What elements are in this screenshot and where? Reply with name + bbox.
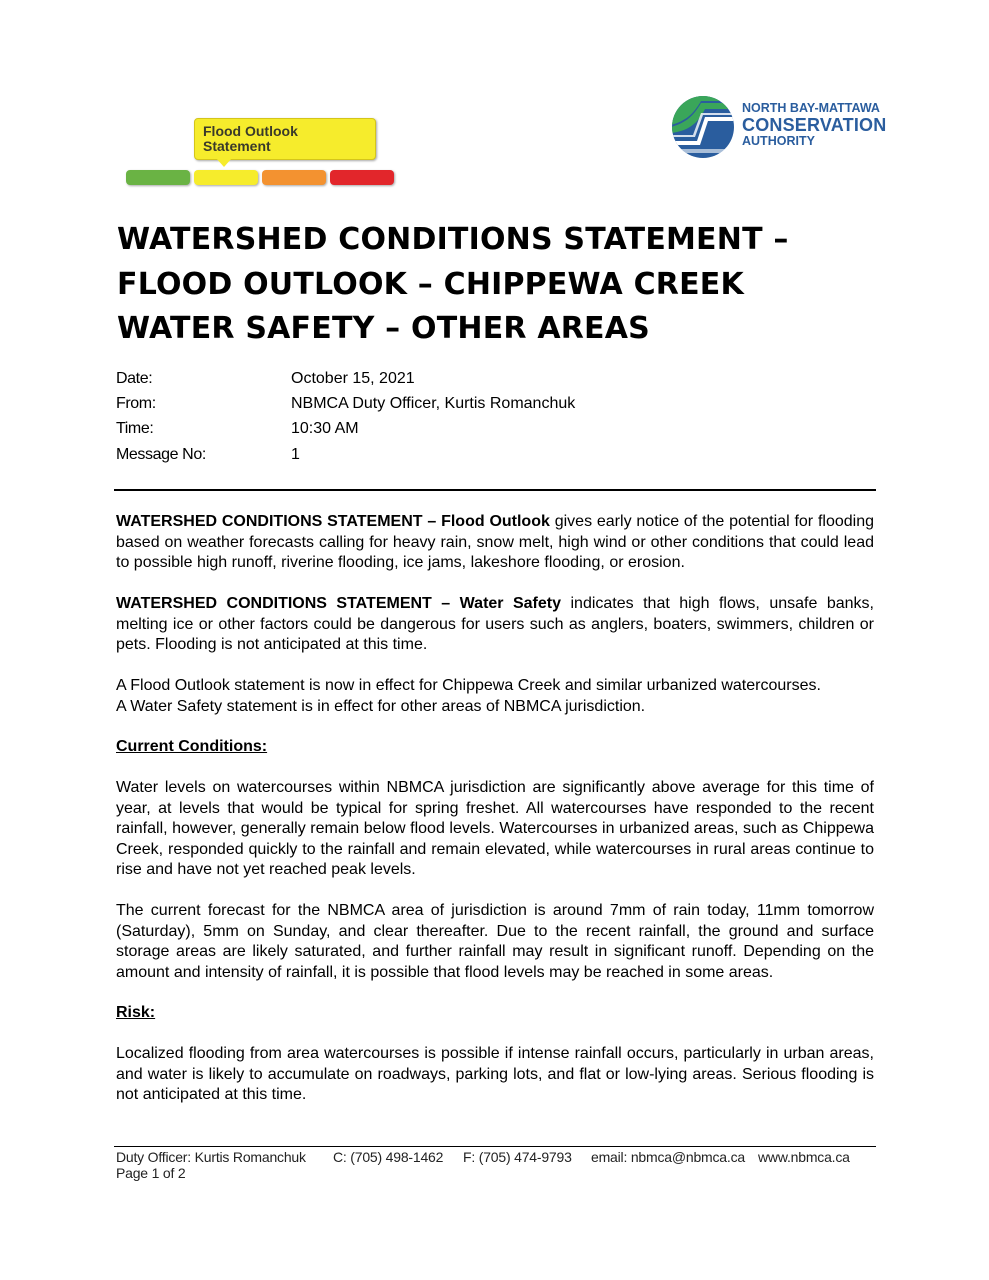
footer-fax: F: (705) 474-9793 [463, 1149, 572, 1165]
flood-outlook-definition [116, 512, 874, 574]
message-number-label: Message No: [116, 446, 206, 463]
scale-green-segment [126, 170, 190, 185]
scale-yellow-segment [194, 170, 258, 185]
footer-phone: C: (705) 498-1462 [333, 1149, 444, 1165]
forecast-text: The current forecast for the NBMCA area of jurisdiction is around 7mm of rain today, 11mm tomorrow (Saturday), 5mm on Sunday, and clear thereafter. Due to the recent rainfall, the ground and surface storage areas are likely saturated, and further rainfall may result in significant runoff. Depending on the amount and intensity of rainfall, it is possible that flood levels may be reached in some areas. [116, 902, 874, 981]
water-safety-term: WATERSHED CONDITIONS STATEMENT – Water Safety [116, 595, 562, 612]
badge-label-line2: Statement [203, 138, 271, 154]
footer-page-number: Page 1 of 2 [116, 1165, 186, 1181]
scale-red-segment [330, 170, 394, 185]
logo-text-line1: NORTH BAY-MATTAWA [742, 101, 880, 115]
current-conditions-text: Water levels on watercourses within NBMCA jurisdiction are significantly above average for this time of year, at levels that would be typical for spring freshet. All watercourses have responded to the recent rainfall, however, generally remain below flood levels. Watercourses in urbanized areas, such as Chippewa Creek, responded quickly to the rainfall and remain elevated, while watercourses in rural areas continue to rise and have not yet reached peak levels. [116, 779, 874, 878]
title-line3: WATER SAFETY – OTHER AREAS [117, 311, 650, 346]
footer-duty-officer: Duty Officer: Kurtis Romanchuk [116, 1149, 306, 1165]
badge-label-line1: Flood Outlook [203, 123, 298, 139]
title-line2: FLOOD OUTLOOK – CHIPPEWA CREEK [117, 266, 744, 302]
flood-outlook-term: WATERSHED CONDITIONS STATEMENT – Flood Outlook [116, 513, 550, 530]
date-label: Date: [116, 370, 153, 387]
time-value: 10:30 AM [291, 420, 359, 437]
risk-text: Localized flooding from area watercourses is possible if intense rainfall occurs, particularly in urban areas, and water is likely to accumulate on roadways, parking lots, and flat or low-lying areas. Serious flooding is not anticipated at this time. [116, 1045, 874, 1103]
footer-email: email: nbmca@nbmca.ca [591, 1149, 745, 1165]
nbmca-logo [671, 94, 901, 160]
from-label: From: [116, 395, 156, 412]
footer-divider [114, 1146, 876, 1147]
nbmca-logo-icon [671, 95, 735, 159]
message-number-value: 1 [291, 446, 300, 463]
logo-text-line3: AUTHORITY [742, 134, 815, 148]
scale-orange-segment [262, 170, 326, 185]
flood-outlook-badge [124, 118, 399, 188]
time-label: Time: [116, 420, 154, 437]
water-safety-description: indicates that high flows, unsafe banks, melting ice or other factors could be dangerous for users such as anglers, boaters, swimmers, children or pets. Flooding is not anticipated at this time. [116, 595, 874, 653]
statement-line1: A Flood Outlook statement is now in effect for Chippewa Creek and similar urbanized watercourses. [116, 677, 821, 694]
water-safety-definition [116, 594, 874, 656]
header-divider [114, 489, 876, 491]
page-title [117, 218, 897, 352]
statement-in-effect [116, 676, 874, 717]
statement-line2: A Water Safety statement is in effect for other areas of NBMCA jurisdiction. [116, 697, 646, 715]
flood-outlook-bubble [194, 118, 376, 160]
flood-outlook-description: gives early notice of the potential for flooding based on weather forecasts calling for heavy rain, snow melt, high wind or other conditions that could lead to possible high runoff, riverine flooding, ice jams, lakeshore flooding, or erosion. [116, 513, 875, 571]
date-value: October 15, 2021 [291, 370, 415, 387]
title-line1: WATERSHED CONDITIONS STATEMENT – [117, 222, 789, 257]
footer-website-link[interactable]: www.nbmca.ca [758, 1149, 850, 1165]
from-value: NBMCA Duty Officer, Kurtis Romanchuk [291, 395, 576, 412]
bubble-pointer-icon [216, 158, 232, 167]
flood-outlook-label [203, 124, 298, 154]
current-conditions-heading: Current Conditions: [116, 738, 268, 755]
risk-heading: Risk: [116, 1004, 156, 1021]
logo-text-line2: CONSERVATION [742, 115, 887, 135]
